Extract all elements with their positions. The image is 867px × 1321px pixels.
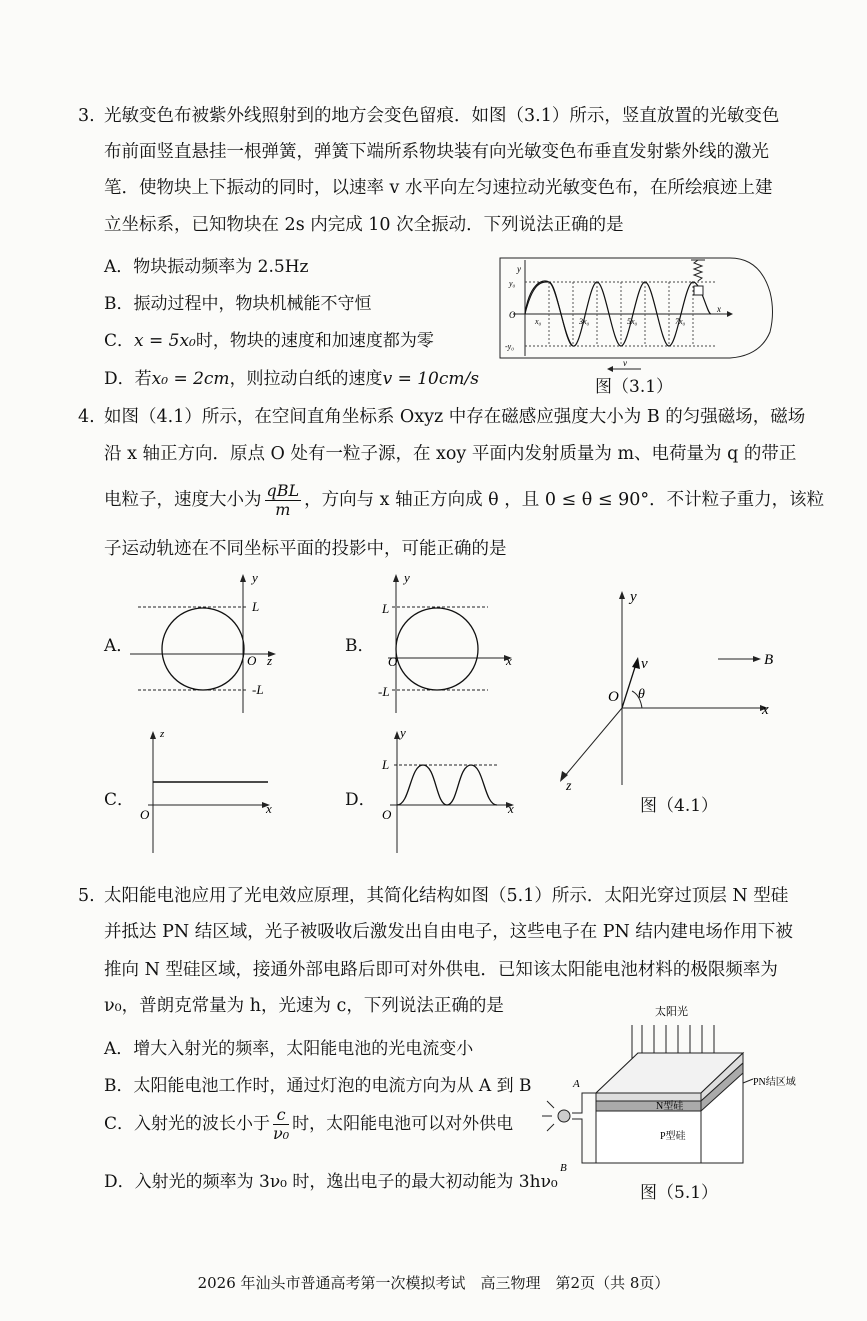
svg-text:x: x	[762, 702, 769, 718]
q4-stem-line2: 沿 x 轴正方向．原点 O 处有一粒子源，在 xoy 平面内发射质量为 m、电荷量为 q 的带正	[104, 444, 797, 464]
page-footer: 2026 年汕头市普通高考第一次模拟考试 高三物理 第2页（共 8页）	[197, 1274, 670, 1292]
svg-text:-L: -L	[252, 682, 264, 697]
q4-figure-a	[130, 568, 290, 718]
fig31-tick-x0: x₀	[535, 317, 542, 326]
q3-stem-line1: 光敏变色布被紫外线照射到的地方会变色留痕．如图（3.1）所示，竖直放置的光敏变色	[104, 106, 780, 126]
svg-text:x: x	[266, 801, 272, 816]
q3-stem-line4: 立坐标系，已知物块在 2s 内完成 10 次全振动．下列说法正确的是	[104, 215, 624, 235]
q5-stem-line2: 并抵达 PN 结区域，光子被吸收后激发出自由电子，这些电子在 PN 结内建电场作用下被	[104, 922, 793, 942]
svg-text:x: x	[506, 653, 512, 668]
q4-stem-line1: 如图（4.1）所示，在空间直角坐标系 Oxyz 中存在磁感应强度大小为 B 的匀强磁场，磁场	[104, 407, 806, 427]
svg-text:O: O	[388, 654, 398, 669]
q5-option-a: A．增大入射光的频率，太阳能电池的光电流变小	[104, 1039, 474, 1059]
svg-text:N型硅: N型硅	[656, 1101, 684, 1112]
svg-text:O: O	[247, 653, 257, 668]
svg-text:y: y	[630, 589, 637, 605]
fig31-x-label: x	[717, 304, 721, 314]
q5-stem-line1: 太阳能电池应用了光电效应原理，其简化结构如图（5.1）所示．太阳光穿过顶层 N 型硅	[104, 886, 789, 906]
svg-text:O: O	[382, 807, 392, 822]
q4-figure-b	[378, 568, 528, 718]
svg-text:O: O	[608, 689, 619, 705]
q4-figure-d	[380, 725, 530, 855]
fig31-tick-5x0: 5x₀	[627, 317, 638, 326]
q4-stem-line3: 电粒子，速度大小为 $\frac{\text{qBL}}{m}$ ，方向与 x 轴正方向成 θ ，且 0 ≤ θ ≤ 90°．不计粒子重力，该粒	[104, 481, 825, 519]
q4-speed-fraction: $\frac{\text{qBL}}{m}$	[266, 481, 300, 519]
q3-option-c: C．x = 5x₀时，物块的速度和加速度都为零	[104, 331, 434, 351]
svg-text:B: B	[764, 652, 774, 668]
svg-text:z: z	[267, 653, 273, 668]
figure-3-1	[495, 252, 780, 372]
figure-3-1-caption: 图（3.1）	[595, 377, 674, 397]
svg-text:z: z	[160, 728, 165, 740]
svg-text:PN结区域: PN结区域	[753, 1077, 796, 1088]
svg-text:y: y	[400, 725, 406, 740]
q3-number: 3.	[78, 106, 95, 126]
svg-text:θ: θ	[638, 687, 645, 702]
q4-option-a-label: A．	[104, 636, 134, 656]
svg-text:v: v	[641, 656, 648, 672]
svg-text:A: A	[573, 1078, 580, 1090]
q5-option-d: D．入射光的频率为 3ν₀ 时，逸出电子的最大初动能为 3hν₀	[104, 1172, 558, 1192]
q3-option-b: B．振动过程中，物块机械能不守恒	[104, 294, 372, 314]
q4-option-d-label: D．	[345, 790, 376, 810]
svg-text:z: z	[566, 779, 572, 790]
q5-option-c: C．入射光的波长小于 $\frac{c}{\text{ν₀}}$ 时，太阳能电池可以对外供电	[104, 1105, 514, 1143]
svg-text:太阳光: 太阳光	[655, 1006, 688, 1018]
fig31-tick-3x0: 3x₀	[579, 317, 590, 326]
q5-stem-line3: 推向 N 型硅区域，接通外部电路后即可对外供电．已知该太阳能电池材料的极限频率为	[104, 960, 778, 980]
fig31-y0-label: y₀	[509, 279, 516, 288]
fig31-tick-7x0: 7x₀	[675, 317, 686, 326]
block-icon	[694, 286, 703, 295]
q4-stem-line4: 子运动轨迹在不同坐标平面的投影中，可能正确的是	[104, 539, 507, 559]
q4-option-c-label: C．	[104, 790, 135, 810]
fig31-y-label: y	[517, 264, 521, 274]
svg-text:L: L	[252, 599, 260, 614]
svg-text:B: B	[560, 1162, 567, 1174]
q5-option-b: B．太阳能电池工作时，通过灯泡的电流方向为从 A 到 B	[104, 1076, 532, 1096]
figure-5-1	[538, 1003, 803, 1178]
lamp-icon	[558, 1110, 570, 1122]
figure-4-1	[550, 585, 790, 790]
figure-5-1-caption: 图（5.1）	[640, 1183, 719, 1203]
svg-text:y: y	[252, 570, 258, 585]
q3-option-d: D．若x₀ = 2cm，则拉动白纸的速度v = 10cm/s	[104, 369, 479, 389]
q3-option-a: A．物块振动频率为 2.5Hz	[104, 257, 309, 277]
q4-figure-c	[130, 725, 280, 855]
q4-option-b-label: B．	[345, 636, 375, 656]
q3-stem-line2: 布前面竖直悬挂一根弹簧，弹簧下端所系物块装有向光敏变色布垂直发射紫外线的激光	[104, 142, 769, 162]
spring-icon	[694, 260, 702, 281]
svg-text:L: L	[382, 601, 390, 616]
q5-number: 5.	[78, 886, 95, 906]
svg-text:-L: -L	[378, 684, 390, 699]
q5-stem-line4: ν₀，普朗克常量为 h，光速为 c，下列说法正确的是	[104, 996, 504, 1016]
fig31-v-label: v	[623, 358, 627, 368]
fig31-origin: O	[509, 310, 516, 320]
q4-number: 4.	[78, 407, 95, 427]
svg-text:L: L	[382, 757, 390, 772]
svg-text:x: x	[508, 801, 514, 816]
svg-text:P型硅: P型硅	[660, 1131, 686, 1142]
fig31-negy0-label: -y₀	[505, 342, 514, 351]
q3-stem-line3: 笔．使物块上下振动的同时，以速率 v 水平向左匀速拉动光敏变色布，在所绘痕迹上建	[104, 178, 773, 198]
svg-text:O: O	[140, 807, 150, 822]
svg-text:y: y	[404, 570, 410, 585]
figure-4-1-caption: 图（4.1）	[640, 796, 719, 816]
